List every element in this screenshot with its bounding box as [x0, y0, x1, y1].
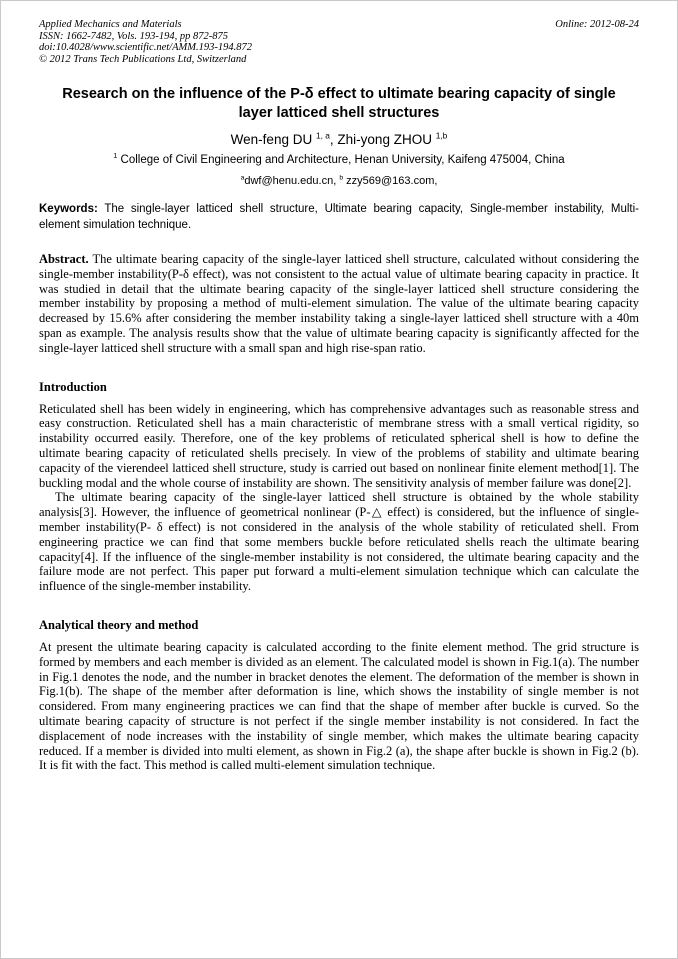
- author-sup-1: 1, a: [315, 130, 330, 141]
- affiliation-line: [39, 154, 639, 166]
- keywords-block: [39, 202, 639, 233]
- section-heading-analytical: Analytical theory and method: [39, 617, 199, 632]
- email-sup-a: a: [240, 174, 245, 182]
- affiliation-sup: 1: [113, 152, 118, 161]
- online-date: Online: 2012-08-24: [555, 19, 639, 30]
- email-a: dwf@henu.edu.cn,: [244, 175, 340, 187]
- journal-header-row: [39, 19, 639, 31]
- author-name-2: , Zhi-yong ZHOU: [329, 132, 436, 147]
- abstract-block: [39, 252, 639, 356]
- affiliation-text: College of Civil Engineering and Architecture, Henan University, Kaifeng 475004, China: [117, 154, 565, 166]
- abstract-text: The ultimate bearing capacity of the single-layer latticed shell structure, calculated without considering the single-member instability(P-δ effect), was not consistent to the actual value of ultimate bearing capacity in practice. It was studied in detail that the ultimate bearing capacity of the single-layer latticed shell structure considering the member instability by proposing a method of multi-element simulation. The value of the ultimate bearing capacity decreased by 15.6% after considering the member instability taking a single-layer latticed shell structure with a 40m span as example. The analysis results show that the value of ultimate bearing capacity is significantly affected for the single-layer latticed shell structure with a small span and high rise-span ratio.: [39, 252, 639, 355]
- analytical-paragraph-1: At present the ultimate bearing capacity is calculated according to the finite element method. The grid structure is formed by members and each member is divided as an element. The calculated model is shown in Fig.1(a). The number in Fig.1 denotes the node, and the number in bracket denotes the element. The deformation of the member is shown in Fig.1(b). The shape of the member after deformation is line, which shows the instability of single member is not considered. From many engineering practices we can find that the shape of member after buckle is curved. So the ultimate bearing capacity of structure is not perfect if the single member instability is not considered. In fact the displacement of node increases with the instability of single member, which makes the ultimate bearing capacity reduced. If a member is divided into multi element, as shown in Fig.2 (a), the shape after buckle is shown in Fig.2 (b). It is fit with the fact. This method is called multi-element simulation technique.: [39, 639, 639, 773]
- authors-line: [39, 132, 639, 147]
- emails-line: [39, 175, 639, 187]
- keywords-text: The single-layer latticed shell structure, Ultimate bearing capacity, Single-member instability, Multi-element simulation technique.: [39, 203, 639, 231]
- email-b: zzy569@163.com,: [343, 175, 438, 187]
- keywords-label: Keywords:: [39, 203, 98, 215]
- author-sup-2: 1,b: [435, 130, 448, 141]
- introduction-paragraph-1: Reticulated shell has been widely in engineering, which has comprehensive advantages such as reasonable stress and easy construction. Reticulated shell has a main characteristic of membrane stress with a small vertical rigidity, so instability occurred easily. Therefore, one of the key problems of reticulated spherical shell is how to define the ultimate bearing capacity of reticulated shells precisely. In view of the problems of stability and ultimate bearing capacity of the vierendeel latticed shell structure, study is carried out based on nonlinear finite element method[1]. The buckling modal and the whole course of instability are shown. The sensitivity analysis of member failure was done[2].: [39, 401, 639, 490]
- journal-copyright: © 2012 Trans Tech Publications Ltd, Switzerland: [39, 53, 247, 65]
- section-heading-introduction: Introduction: [39, 379, 107, 394]
- abstract-label: Abstract.: [39, 252, 89, 266]
- introduction-paragraph-2: The ultimate bearing capacity of the single-layer latticed shell structure is obtained by the whole stability analysis[3]. However, the influence of geometrical nonlinear (P-△ effect) is considered, but the influence of single-member instability(P- δ effect) is not considered in the analysis of the whole stability of reticulated shell. From engineering practice we can find that some members buckle before reticulated shells reach the ultimate bearing capacity[4]. If the influence of the single-member instability is not considered, the ultimate bearing capacity and the failure mode are not perfect. This paper put forward a multi-element simulation technique which can calculate the influence of the single-member instability.: [39, 490, 639, 594]
- journal-issn: ISSN: 1662-7482, Vols. 193-194, pp 872-875: [39, 30, 228, 42]
- author-name-1: Wen-feng DU: [230, 132, 316, 147]
- journal-doi: doi:10.4028/www.scientific.net/AMM.193-194.872: [39, 42, 252, 53]
- paper-title: Research on the influence of the P-δ effect to ultimate bearing capacity of single layer latticed shell structures: [62, 86, 616, 121]
- journal-header: [39, 19, 639, 65]
- email-sup-b: b: [339, 174, 344, 182]
- journal-title: Applied Mechanics and Materials: [39, 19, 182, 30]
